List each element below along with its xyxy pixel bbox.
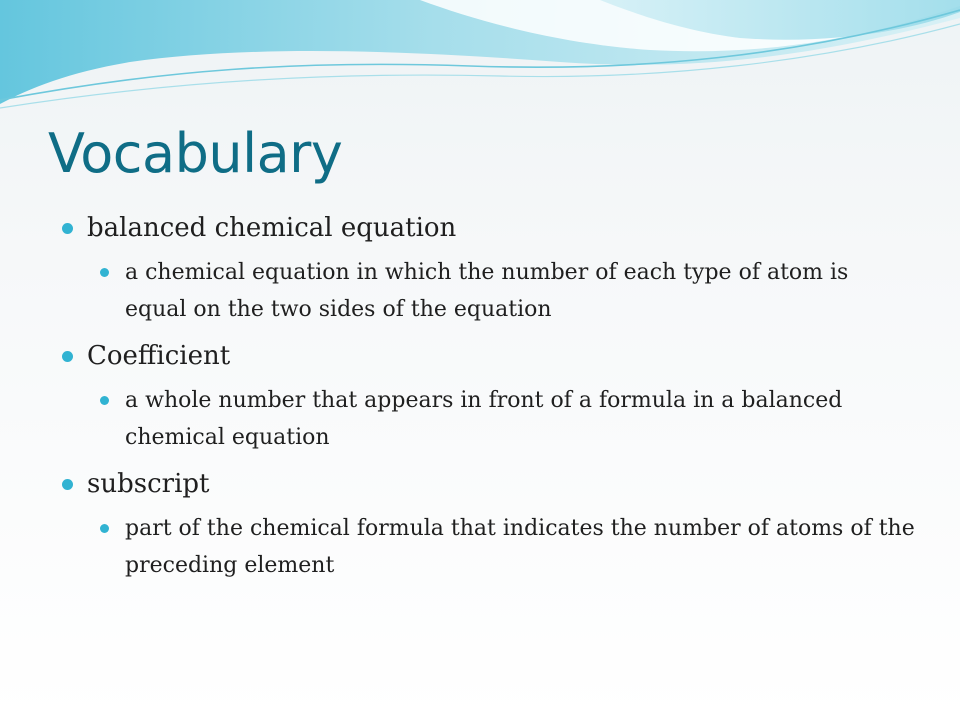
bullet-icon bbox=[100, 524, 109, 533]
bullet-icon bbox=[62, 351, 73, 362]
bullet-icon bbox=[62, 223, 73, 234]
vocabulary-list bbox=[62, 208, 922, 584]
bullet-icon bbox=[100, 396, 109, 405]
term-item-subscript bbox=[62, 464, 922, 504]
term-label: balanced chemical equation bbox=[87, 213, 457, 243]
term-label: Coefficient bbox=[87, 341, 231, 371]
definition-item-subscript bbox=[100, 510, 915, 584]
definition-text: part of the chemical formula that indicates the number of atoms of the preceding element bbox=[125, 516, 915, 578]
term-item-balanced-chemical-equation bbox=[62, 208, 922, 248]
slide-title: Vocabulary bbox=[48, 122, 343, 185]
term-label: subscript bbox=[87, 469, 210, 499]
header-wave-decoration bbox=[0, 0, 960, 130]
definition-text: a chemical equation in which the number of each type of atom is equal on the two sides of the equation bbox=[125, 260, 849, 322]
definition-text: a whole number that appears in front of a formula in a balanced chemical equation bbox=[125, 388, 843, 450]
definition-item-balanced-chemical-equation bbox=[100, 254, 915, 328]
bullet-icon bbox=[100, 268, 109, 277]
bullet-icon bbox=[62, 479, 73, 490]
term-item-coefficient bbox=[62, 336, 922, 376]
definition-item-coefficient bbox=[100, 382, 915, 456]
